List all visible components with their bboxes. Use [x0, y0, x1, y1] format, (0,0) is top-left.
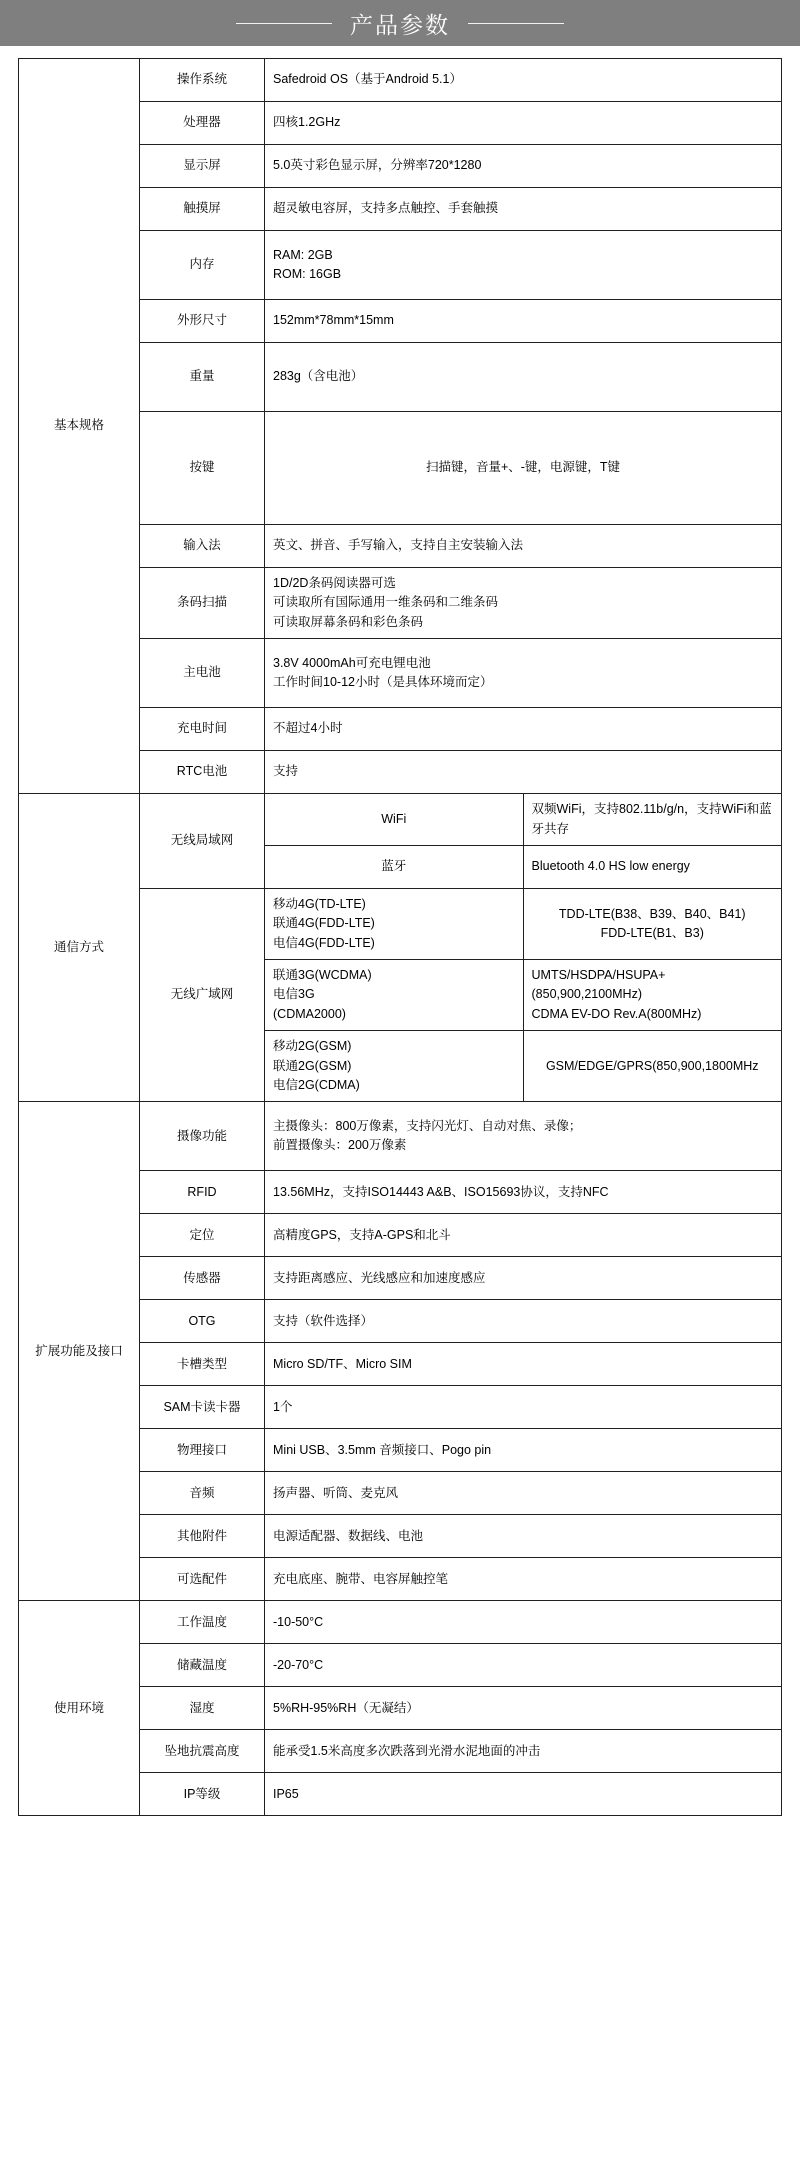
- row-value: UMTS/HSDPA/HSUPA+(850,900,2100MHz) CDMA EV-DO Rev.A(800MHz): [523, 960, 782, 1031]
- row-label: 处理器: [140, 102, 265, 145]
- table-row: [19, 59, 782, 102]
- row-label: 无线广域网: [140, 888, 265, 1101]
- row-label: 可选配件: [140, 1558, 265, 1601]
- table-row: [19, 794, 782, 846]
- banner-rule-right: [468, 23, 564, 24]
- row-sublabel: 移动4G(TD-LTE) 联通4G(FDD-LTE) 电信4G(FDD-LTE): [265, 888, 524, 959]
- row-label: 湿度: [140, 1687, 265, 1730]
- row-label: 显示屏: [140, 145, 265, 188]
- row-label: 坠地抗震高度: [140, 1730, 265, 1773]
- row-value: IP65: [265, 1773, 782, 1816]
- row-label: 工作温度: [140, 1601, 265, 1644]
- spec-table-wrap: [0, 46, 800, 1840]
- row-label: 触摸屏: [140, 188, 265, 231]
- row-label: IP等级: [140, 1773, 265, 1816]
- row-value: 283g（含电池）: [265, 343, 782, 412]
- row-sublabel: 移动2G(GSM) 联通2G(GSM) 电信2G(CDMA): [265, 1031, 524, 1102]
- banner-rule-left: [236, 23, 332, 24]
- row-value: 支持（软件选择）: [265, 1300, 782, 1343]
- row-value: 扬声器、听筒、麦克风: [265, 1472, 782, 1515]
- row-label: 传感器: [140, 1257, 265, 1300]
- row-label: 重量: [140, 343, 265, 412]
- row-label: RFID: [140, 1171, 265, 1214]
- category-label: 扩展功能及接口: [19, 1102, 140, 1601]
- row-value: 支持: [265, 751, 782, 794]
- row-value: 不超过4小时: [265, 708, 782, 751]
- row-value: RAM: 2GB ROM: 16GB: [265, 231, 782, 300]
- row-label: 摄像功能: [140, 1102, 265, 1171]
- row-value: -10-50°C: [265, 1601, 782, 1644]
- row-label: 条码扫描: [140, 568, 265, 639]
- category-label: 基本规格: [19, 59, 140, 794]
- row-label: 主电池: [140, 639, 265, 708]
- row-value: 1D/2D条码阅读器可选 可读取所有国际通用一维条码和二维条码 可读取屏幕条码和彩色条码: [265, 568, 782, 639]
- table-row: [19, 1102, 782, 1171]
- row-value: 充电底座、腕带、电容屏触控笔: [265, 1558, 782, 1601]
- row-value: Mini USB、3.5mm 音频接口、Pogo pin: [265, 1429, 782, 1472]
- row-sublabel: WiFi: [265, 794, 524, 846]
- row-sublabel: 联通3G(WCDMA) 电信3G (CDMA2000): [265, 960, 524, 1031]
- category-label: 使用环境: [19, 1601, 140, 1816]
- row-label: 按键: [140, 412, 265, 525]
- row-label: 音频: [140, 1472, 265, 1515]
- row-label: 无线局域网: [140, 794, 265, 889]
- row-value: TDD-LTE(B38、B39、B40、B41) FDD-LTE(B1、B3): [523, 888, 782, 959]
- row-label: 储藏温度: [140, 1644, 265, 1687]
- row-label: RTC电池: [140, 751, 265, 794]
- row-value: Micro SD/TF、Micro SIM: [265, 1343, 782, 1386]
- row-value: 5.0英寸彩色显示屏，分辨率720*1280: [265, 145, 782, 188]
- row-label: 外形尺寸: [140, 300, 265, 343]
- row-value: Safedroid OS（基于Android 5.1）: [265, 59, 782, 102]
- row-value: 英文、拼音、手写输入，支持自主安装输入法: [265, 525, 782, 568]
- row-label: 操作系统: [140, 59, 265, 102]
- row-value: 152mm*78mm*15mm: [265, 300, 782, 343]
- row-value: 扫描键，音量+、-键，电源键，T键: [265, 412, 782, 525]
- row-label: 卡槽类型: [140, 1343, 265, 1386]
- row-value: 高精度GPS，支持A-GPS和北斗: [265, 1214, 782, 1257]
- page-banner: [0, 0, 800, 46]
- row-value: 5%RH-95%RH（无凝结）: [265, 1687, 782, 1730]
- banner-inner: [0, 0, 800, 46]
- row-label: 内存: [140, 231, 265, 300]
- row-value: 3.8V 4000mAh可充电锂电池 工作时间10-12小时（是具体环境而定）: [265, 639, 782, 708]
- row-value: 电源适配器、数据线、电池: [265, 1515, 782, 1558]
- row-label: 物理接口: [140, 1429, 265, 1472]
- row-value: 主摄像头：800万像素，支持闪光灯、自动对焦、录像； 前置摄像头：200万像素: [265, 1102, 782, 1171]
- row-value: 超灵敏电容屏，支持多点触控、手套触摸: [265, 188, 782, 231]
- category-label: 通信方式: [19, 794, 140, 1102]
- row-value: GSM/EDGE/GPRS(850,900,1800MHz: [523, 1031, 782, 1102]
- table-row: [19, 1601, 782, 1644]
- row-label: 其他附件: [140, 1515, 265, 1558]
- row-value: Bluetooth 4.0 HS low energy: [523, 845, 782, 888]
- row-value: 13.56MHz，支持ISO14443 A&B、ISO15693协议，支持NFC: [265, 1171, 782, 1214]
- row-label: 输入法: [140, 525, 265, 568]
- spec-table: [18, 58, 782, 1816]
- row-value: 1个: [265, 1386, 782, 1429]
- row-label: 定位: [140, 1214, 265, 1257]
- row-sublabel: 蓝牙: [265, 845, 524, 888]
- row-value: 支持距离感应、光线感应和加速度感应: [265, 1257, 782, 1300]
- row-label: OTG: [140, 1300, 265, 1343]
- row-label: 充电时间: [140, 708, 265, 751]
- page-title: 产品参数: [350, 11, 450, 38]
- row-value: 能承受1.5米高度多次跌落到光滑水泥地面的冲击: [265, 1730, 782, 1773]
- row-value: -20-70°C: [265, 1644, 782, 1687]
- row-value: 双频WiFi，支持802.11b/g/n，支持WiFi和蓝牙共存: [523, 794, 782, 846]
- row-value: 四核1.2GHz: [265, 102, 782, 145]
- row-label: SAM卡读卡器: [140, 1386, 265, 1429]
